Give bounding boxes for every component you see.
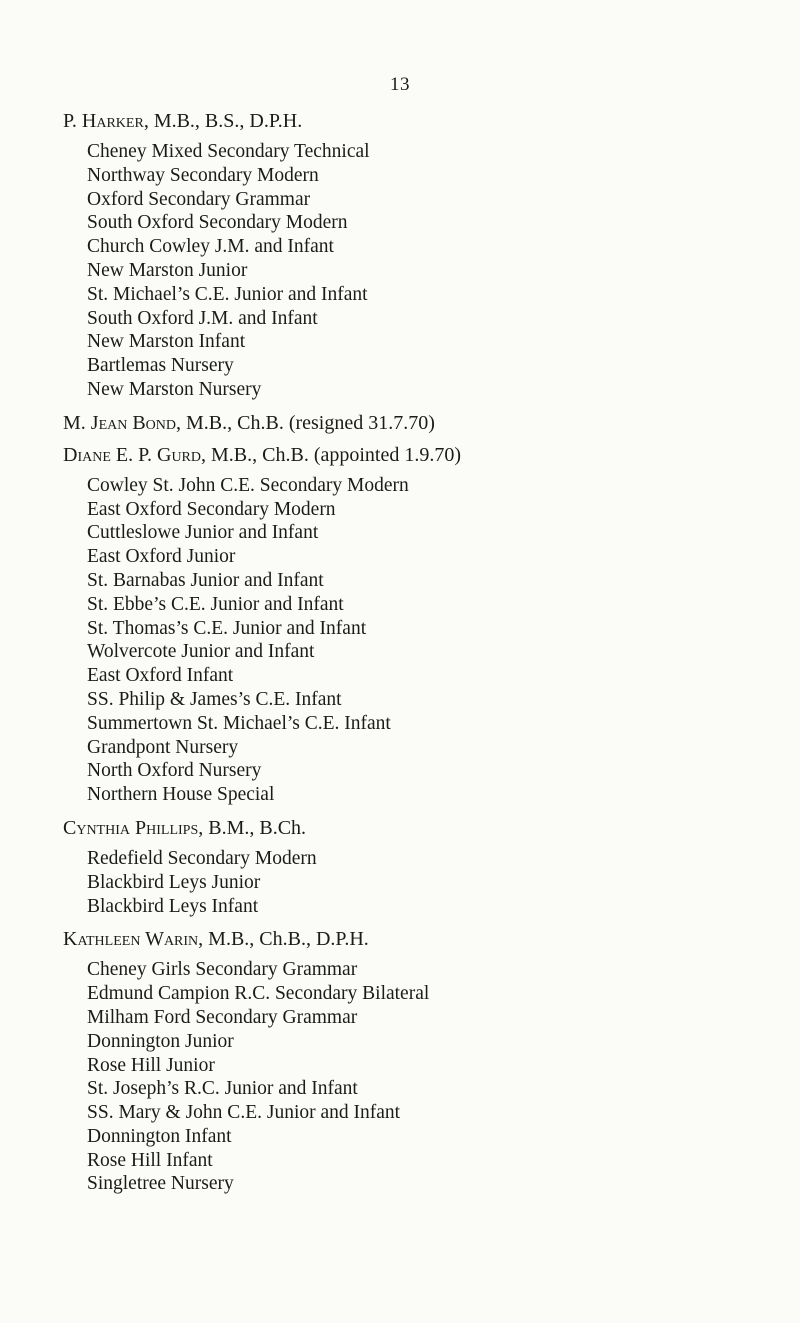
school-item: East Oxford Junior [87,546,236,568]
school-item: Wolvercote Junior and Infant [87,641,315,663]
doctor-name: M. Jean Bond [63,411,177,434]
school-item: South Oxford Secondary Modern [87,212,348,234]
school-item: East Oxford Infant [87,665,234,687]
school-item: St. Barnabas Junior and Infant [87,569,324,591]
school-item: Grandpont Nursery [87,736,239,758]
school-item: Blackbird Leys Junior [87,871,261,893]
doctor-section [63,108,763,402]
school-list [87,958,763,1196]
doctor-heading [63,926,763,952]
school-list [87,474,763,807]
doctor-name: P. Harker [63,110,144,132]
school-item: Redefield Secondary Modern [87,847,317,869]
school-item: North Oxford Nursery [87,760,262,782]
doctor-section [63,926,763,1196]
school-item: Edmund Campion R.C. Secondary Bilateral [87,983,430,1005]
school-item: East Oxford Secondary Modern [87,498,336,520]
school-item: Cheney Mixed Secondary Technical [87,141,370,162]
school-item: Rose Hill Infant [87,1149,213,1171]
school-item: Northern House Special [87,784,275,806]
school-item: Cuttleslowe Junior and Infant [87,522,319,544]
school-item: Summertown St. Michael’s C.E. Infant [87,712,391,734]
school-item: St. Joseph’s R.C. Junior and Infant [87,1078,358,1100]
school-item: St. Michael’s C.E. Junior and Infant [87,283,368,305]
doctor-qualifications: , B.M., B.Ch. [198,816,307,839]
doctor-qualifications: , M.B., B.S., D.P.H. [143,110,303,132]
school-item: New Marston Junior [87,259,248,281]
school-item: Donnington Junior [87,1030,234,1052]
doctor-section [63,442,763,807]
doctor-heading [63,815,763,841]
page-number: 13 [390,74,410,95]
school-item: Cowley St. John C.E. Secondary Modern [87,474,409,496]
school-item: Milham Ford Secondary Grammar [87,1006,358,1028]
school-item: Singletree Nursery [87,1173,234,1195]
school-item: Rose Hill Junior [87,1054,215,1076]
doctor-name: Cynthia Phillips [63,816,199,839]
school-item: SS. Mary & John C.E. Junior and Infant [87,1102,401,1124]
doctor-heading [63,108,763,134]
school-item: Oxford Secondary Grammar [87,188,311,210]
doctor-name: Diane E. P. Gurd [63,443,202,466]
doctor-heading [63,442,763,468]
doctor-qualifications: , M.B., Ch.B., D.P.H. [198,928,369,951]
doctor-qualifications: , M.B., Ch.B. (resigned 31.7.70) [176,411,435,434]
doctor-section [63,815,763,918]
doctor-name: Kathleen Warin [63,928,199,951]
school-list [87,140,763,402]
document-body [63,108,763,1196]
school-item: New Marston Nursery [87,378,262,400]
school-item: Bartlemas Nursery [87,355,234,377]
school-item: St. Thomas’s C.E. Junior and Infant [87,617,367,639]
school-item: Church Cowley J.M. and Infant [87,236,334,258]
doctor-heading [63,410,763,436]
school-item: SS. Philip & James’s C.E. Infant [87,688,342,710]
school-item: South Oxford J.M. and Infant [87,307,318,329]
school-item: Blackbird Leys Infant [87,895,259,917]
doctor-section [63,410,763,436]
school-item: Donnington Infant [87,1125,232,1147]
school-item: Northway Secondary Modern [87,164,319,186]
school-item: St. Ebbe’s C.E. Junior and Infant [87,593,344,615]
school-item: Cheney Girls Secondary Grammar [87,959,358,981]
doctor-qualifications: , M.B., Ch.B. (appointed 1.9.70) [201,443,462,466]
school-list [87,847,763,918]
school-item: New Marston Infant [87,331,246,353]
